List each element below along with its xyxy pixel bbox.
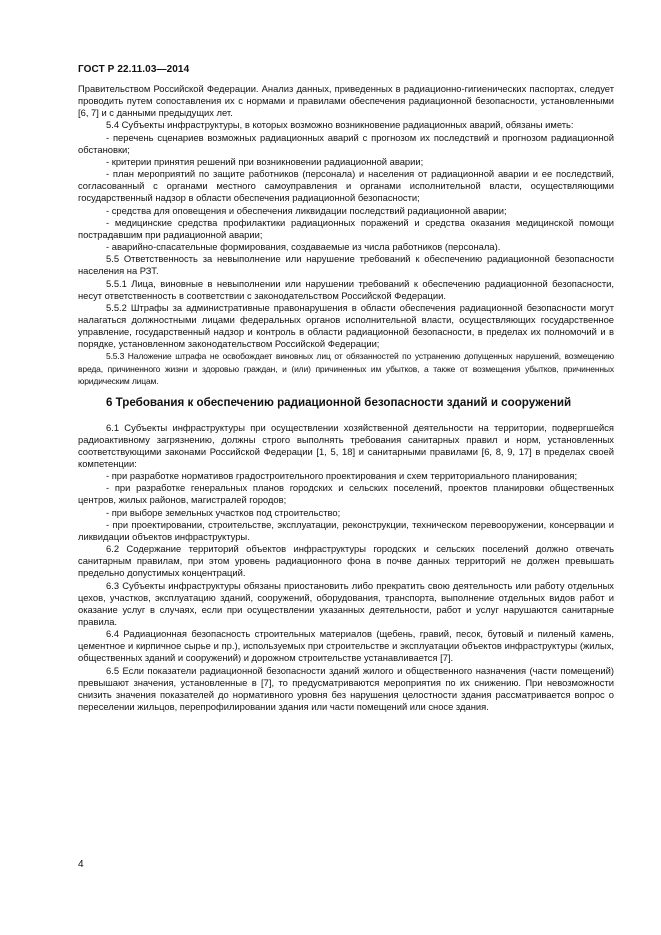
paragraph-continuation: Правительством Российской Федерации. Анализ данных, приведенных в радиационно-гигиенических паспортах, следует проводить путем сопоставления их с нормами и правилами обеспечения радиационной безопасности, установленными [6, 7] и с данными предыдущих лет. — [78, 83, 614, 119]
list-item-norms: - при разработке нормативов градостроительного проектирования и схем территориального планирования; — [106, 470, 578, 482]
paragraph-6-4: 6.4 Радиационная безопасность строительных материалов (щебень, гравий, песок, бутовый и пиленый камень, цементное и кирпичное сырье и пр.), используемых при строительстве и эксплуатации объектов инфраструктуры (жилых, общественных зданий и сооружений) и дорожном строительстве устанавливается [7]. — [78, 628, 614, 664]
document-header: ГОСТ Р 22.11.03—2014 — [78, 64, 190, 75]
paragraph-5-5-3: 5.5.3 Наложение штрафа не освобождает виновных лиц от обязанностей по устранению допущенных нарушений, возмещению вреда, причиненного жизни и здоровью граждан, и (или) причиненных им убытков, а также от возмещения убытков, причиненных юридическим лицам. — [78, 351, 614, 386]
paragraph-5-5: 5.5 Ответственность за невыполнение или нарушение требований к обеспечению радиационной безопасности населения на РЗТ. — [78, 253, 614, 277]
paragraph-5-5-2: 5.5.2 Штрафы за административные правонарушения в области обеспечения радиационной безопасности могут налагаться должностными лицами федеральных органов исполнительной власти, осуществляющих государственное управление, государственный надзор и контроль в области радиационной безопасности, в пределах их полномочий и в порядке, установленном законодательством Российской Федерации; — [78, 301, 614, 350]
section-6-heading: 6 Требования к обеспечению радиационной безопасности зданий и сооружений — [106, 395, 572, 409]
list-item-land-plots: - при выборе земельных участков под строительство; — [106, 506, 341, 518]
list-item-general-plans: - при разработке генеральных планов городских и сельских поселений, проектов планировки общественных центров, жилых районов, магистралей городов; — [78, 482, 614, 506]
page-number: 4 — [78, 859, 84, 870]
paragraph-6-2: 6.2 Содержание территорий объектов инфраструктуры городских и сельских поселений должно отвечать санитарным правилам, при этом уровень радиационного фона в почве данных территорий не должен превышать предельно допустимых концентраций. — [78, 543, 614, 579]
list-item-design: - при проектировании, строительстве, эксплуатации, реконструкции, техническом перевооружении, консервации и ликвидации объектов инфраструктуры. — [78, 518, 614, 542]
paragraph-6-1: 6.1 Субъекты инфраструктуры при осуществлении хозяйственной деятельности на территории, подвергшейся радиоактивному загрязнению, должны строго выполнять требования санитарных правил и норм, установленных соответствующими законами Российской Федерации [1, 5, 18] и санитарными правилами [6, 8, 9, 17] в пределах своей компетенции: — [78, 421, 614, 469]
paragraph-6-5: 6.5 Если показатели радиационной безопасности зданий жилого и общественного назначения (части помещений) превышают значения, установленные в [7], то предусматриваются мероприятия по их снижению. При невозможности снизить значения показателей до нормативного уровня без нарушения целостности здания рассматривается вопрос о переселении жильцов, перепрофилировании здания или части помещений или сносе здания. — [78, 664, 614, 713]
list-item-rescue: - аварийно-спасательные формирования, создаваемые из числа работников (персонала). — [106, 241, 501, 253]
paragraph-5-5-1: 5.5.1 Лица, виновные в невыполнении или нарушении требований к обеспечению радиационной безопасности, несут ответственность в соответствии с законодательством Российской Федерации. — [78, 277, 614, 301]
list-item-notification: - средства для оповещения и обеспечения ликвидации последствий радиационной аварии; — [106, 204, 507, 216]
list-item-scenarios: - перечень сценариев возможных радиационных аварий с прогнозом их последствий и прогнозом радиационной обстановки; — [78, 131, 614, 155]
list-item-criteria: - критерии принятия решений при возникновении радиационной аварии; — [106, 155, 424, 167]
paragraph-6-3: 6.3 Субъекты инфраструктуры обязаны приостановить либо прекратить свою деятельность или работу отдельных цехов, участков, эксплуатацию зданий, сооружений, оборудования, транспорта, выполнение отдельных видов работ и оказание услуг в случаях, если при осуществлении указанных деятельности, работ и услуг нарушаются санитарные правила. — [78, 579, 614, 627]
document-body — [78, 83, 614, 713]
paragraph-5-4: 5.4 Субъекты инфраструктуры, в которых возможно возникновение радиационных аварий, обязаны иметь: — [106, 119, 574, 131]
list-item-protection-plan: - план мероприятий по защите работников (персонала) и населения от радиационной аварии и ее последствий, согласованный с органами местного самоуправления и органами исполнительной власти, осуществляющими государственный надзор в области обеспечения радиационной безопасности; — [78, 168, 614, 204]
list-item-medical: - медицинские средства профилактики радиационных поражений и средства оказания медицинской помощи пострадавшим при радиационной аварии; — [78, 216, 614, 240]
